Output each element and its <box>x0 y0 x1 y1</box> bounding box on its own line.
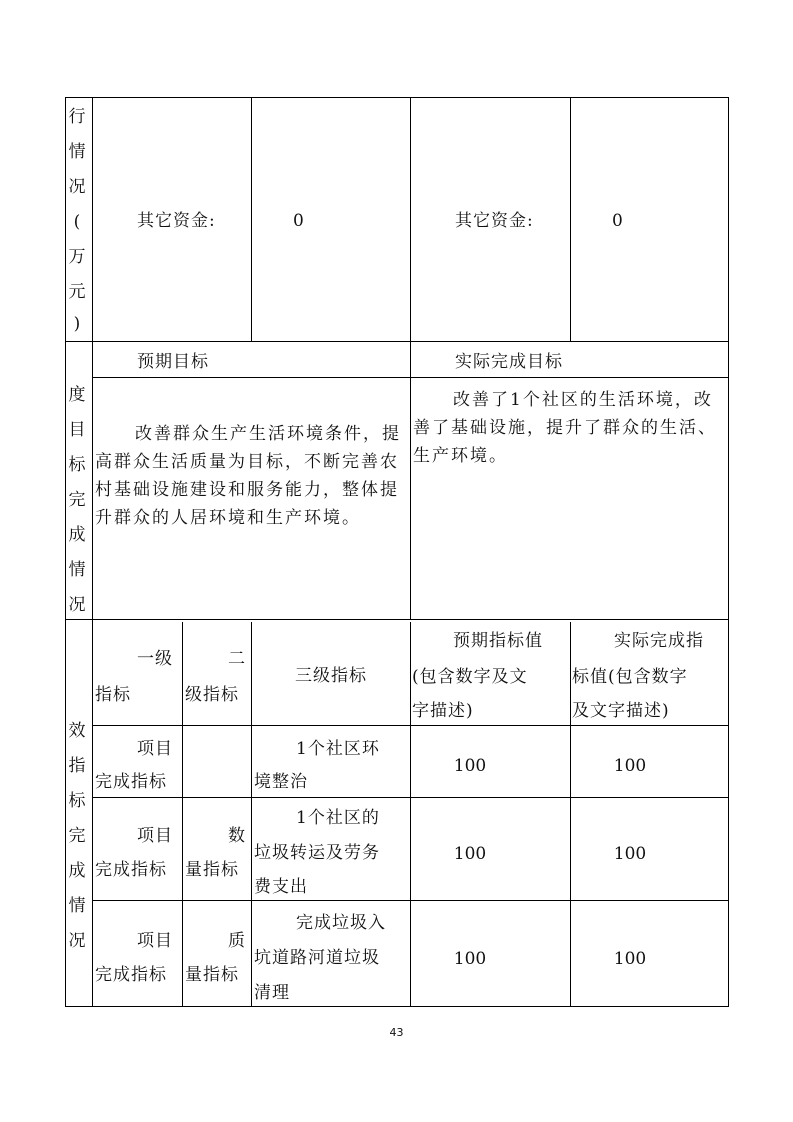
exec-label-char: ( <box>73 212 81 232</box>
row3-level3-line3: 清理 <box>254 983 290 1003</box>
goal-label-char: 目 <box>68 420 86 440</box>
row1-level1-line2: 完成指标 <box>95 772 167 792</box>
divider-mid-col <box>410 97 411 619</box>
divider-row-exec-end <box>65 341 729 342</box>
divider-exec-col4 <box>570 97 571 341</box>
header-level1-line1: 一级 <box>137 649 173 669</box>
divider-perf-header <box>92 725 729 726</box>
row2-level2-line2: 量指标 <box>185 860 239 880</box>
header-expected-line2: (包含数字及文 <box>412 667 528 687</box>
goal-label-char: 完 <box>68 490 86 510</box>
row2-actual: 100 <box>613 844 647 864</box>
header-level2-line2: 级指标 <box>185 685 239 705</box>
perf-label-char: 成 <box>68 861 86 881</box>
row3-level1-line2: 完成指标 <box>95 965 167 985</box>
actual-goal-header: 实际完成目标 <box>455 352 563 372</box>
exec-label-char: 元 <box>68 282 86 302</box>
divider-exec-col2 <box>251 97 252 341</box>
row3-level3-line2: 坑道路河道垃圾 <box>254 948 380 968</box>
row2-level2-line1: 数 <box>228 826 246 846</box>
goal-label-char: 况 <box>68 595 86 615</box>
row1-level3-line2: 境整治 <box>254 772 308 792</box>
row3-level3-line1: 完成垃圾入 <box>296 913 386 933</box>
row3-level1-line1: 项目 <box>137 931 173 951</box>
divider-label-col <box>92 97 93 1007</box>
header-actual-line1: 实际完成指 <box>614 631 704 651</box>
header-actual-line3: 及文字描述) <box>572 701 670 721</box>
header-level1-line2: 指标 <box>95 685 131 705</box>
row2-expected: 100 <box>453 844 487 864</box>
divider-goal-header <box>92 377 729 378</box>
perf-label-char: 效 <box>68 721 86 741</box>
exec-label-char: 况 <box>68 177 86 197</box>
header-level2-line1: 二 <box>228 649 246 669</box>
perf-label-char: 情 <box>68 896 86 916</box>
row2-level3-line2: 垃圾转运及劳务 <box>254 843 380 863</box>
perf-label-char: 指 <box>68 756 86 776</box>
expected-goal-header: 预期目标 <box>137 352 209 372</box>
row1-level3-line1: 1个社区环 <box>296 739 380 759</box>
goal-label-char: 情 <box>68 560 86 580</box>
other-funds-value-expected: 0 <box>293 211 305 231</box>
divider-perf-row2 <box>92 900 729 901</box>
divider-perf-col3 <box>251 622 252 1007</box>
row2-level1-line1: 项目 <box>137 826 173 846</box>
goal-label-char: 成 <box>68 525 86 545</box>
other-funds-label-expected: 其它资金: <box>137 211 216 231</box>
actual-goal-text: 改善了1个社区的生活环境，改善了基础设施，提升了群众的生活、生产环境。 <box>413 390 717 466</box>
exec-label-char: 万 <box>68 247 86 267</box>
row3-level2-line1: 质 <box>228 931 246 951</box>
page-number: 43 <box>389 1026 404 1039</box>
exec-label-char: ) <box>73 314 81 334</box>
expected-goal-text: 改善群众生产生活环境条件，提高群众生活质量为目标，不断完善农村基础设施建设和服务能力，整体提升群众的人居环境和生产环境。 <box>95 424 401 528</box>
header-expected-line3: 字描述) <box>412 701 474 721</box>
header-expected-line1: 预期指标值 <box>453 631 543 651</box>
perf-label-char: 标 <box>68 791 86 811</box>
perf-label-char: 况 <box>68 931 86 951</box>
row1-expected: 100 <box>453 756 487 776</box>
row2-level3-line1: 1个社区的 <box>296 808 380 828</box>
row3-actual: 100 <box>613 949 647 969</box>
goal-label-char: 度 <box>68 385 86 405</box>
other-funds-label-actual: 其它资金: <box>455 211 534 231</box>
divider-perf-row1 <box>92 797 729 798</box>
perf-label-char: 完 <box>68 826 86 846</box>
row1-actual: 100 <box>613 756 647 776</box>
row1-level1-line1: 项目 <box>137 739 173 759</box>
exec-label-char: 行 <box>68 107 86 127</box>
exec-label-char: 情 <box>68 142 86 162</box>
goal-label-char: 标 <box>68 455 86 475</box>
divider-perf-col2 <box>182 622 183 1007</box>
row3-expected: 100 <box>453 949 487 969</box>
header-actual-line2: 标值(包含数字 <box>572 667 688 687</box>
divider-row-goal-end <box>65 619 729 620</box>
row3-level2-line2: 量指标 <box>185 965 239 985</box>
header-level3: 三级指标 <box>295 666 367 686</box>
other-funds-value-actual: 0 <box>612 211 624 231</box>
row2-level3-line3: 费支出 <box>254 877 308 897</box>
row2-level1-line2: 完成指标 <box>95 860 167 880</box>
